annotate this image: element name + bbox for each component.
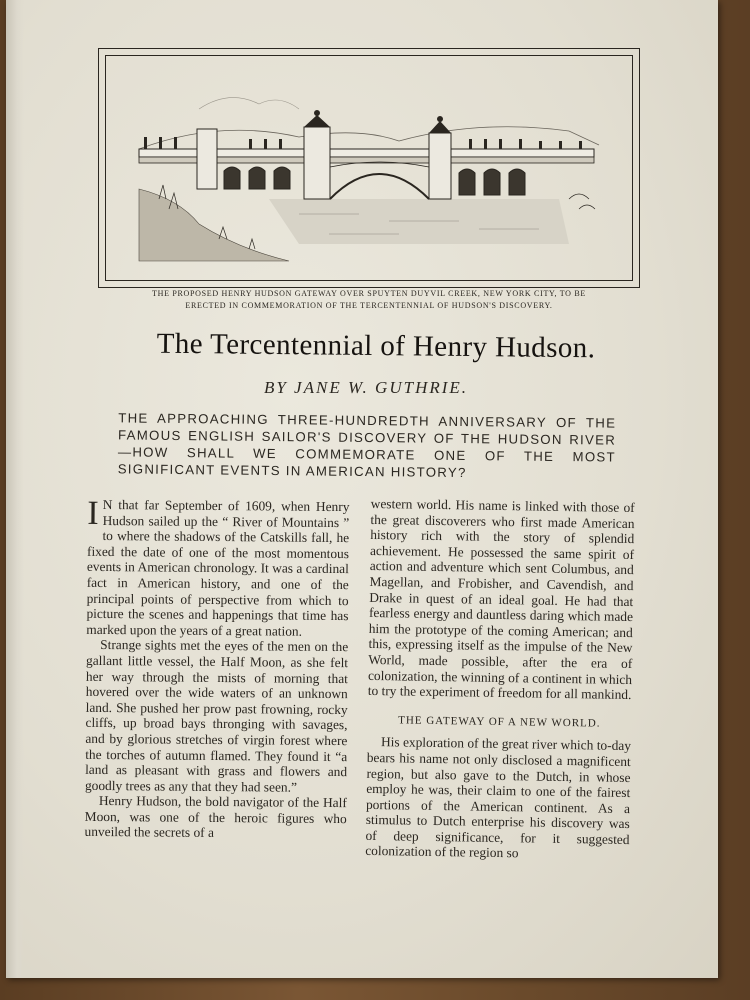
magazine-page xyxy=(6,0,718,978)
article-byline: BY JANE W. GUTHRIE. xyxy=(263,378,469,397)
section-heading: THE GATEWAY OF A NEW WORLD. xyxy=(398,714,601,730)
illustration-caption xyxy=(102,288,636,312)
paragraph: His exploration of the great river which to-day bears his name not only disclosed a magnificent region, but also gave to the Dutch, in whose employ he was, their claim to one of the fairest portions of the American continent. As a stimulus to Dutch enterprise his discovery was of deep significance, for it suggested colonization of the region so xyxy=(365,734,632,861)
caption-line-1: THE PROPOSED HENRY HUDSON GATEWAY OVER SPUYTEN DUYVIL CREEK, NEW YORK CITY, TO BE xyxy=(152,289,586,298)
drop-cap: I xyxy=(87,494,99,532)
left-column xyxy=(84,494,350,842)
paragraph: Strange sights met the eyes of the men on the gallant little vessel, the Half Moon, as she felt her way through the mists of morning that hovered over the wide waters of an unknown land. She pushed her prow past frowning, rocky cliffs, up broad bays thronging with savages, and by glorious stretches of virgin forest where the torches of autumn flamed. They found it “a land as pleasant with grass and flowers and goodly trees as any that they had seen.” xyxy=(84,637,349,795)
page-edge xyxy=(6,0,24,978)
paragraph-text: N that far September of 1609, when Henry Hudson sailed up the “ River of Mountains ” to where the shadows of the Catskills fall, he fixed the date of one of the most momentous events in American chronology. It was a cardinal fact in American history, and one of the principal points of perspective from which to picture the scenes and happenings that time has marked upon the years of a great nation. xyxy=(86,496,350,639)
article-title: The Tercentennial of Henry Hudson. xyxy=(156,327,596,365)
paragraph: western world. His name is linked with those of the great discoverers who first made American history rich with the story of splendid achievement. He possessed the same spirit of action and adventure which sent Columbus, and Magellan, and Frobisher, and Cavendish, and Drake in quest of an ideal goal. He had that fearless energy and dauntless daring which made him the prototype of the coming American; and this, expressing itself as the impulse of the New World, made possible, after the era of colonization, the winning of a continent in which to try the experiment of freedom for all mankind. xyxy=(367,495,635,703)
article-subhead: THE APPROACHING THREE-HUNDREDTH ANNIVERSARY OF THE FAMOUS ENGLISH SAILOR'S DISCOVERY OF THE HUDSON RIVER —HOW SHALL WE COMMEMORATE ONE OF THE MOST SIGNIFICANT EVENTS IN AMERICAN HISTORY? xyxy=(117,410,617,481)
caption-line-2: ERECTED IN COMMEMORATION OF THE TERCENTENNIAL OF HUDSON'S DISCOVERY. xyxy=(185,301,553,310)
bridge-illustration xyxy=(98,48,640,288)
right-column xyxy=(365,496,635,863)
paragraph xyxy=(86,494,350,640)
bridge-drawing xyxy=(99,49,639,287)
paragraph: Henry Hudson, the bold navigator of the Half Moon, was one of the heroic figures who unveiled the secrets of a xyxy=(84,793,347,841)
